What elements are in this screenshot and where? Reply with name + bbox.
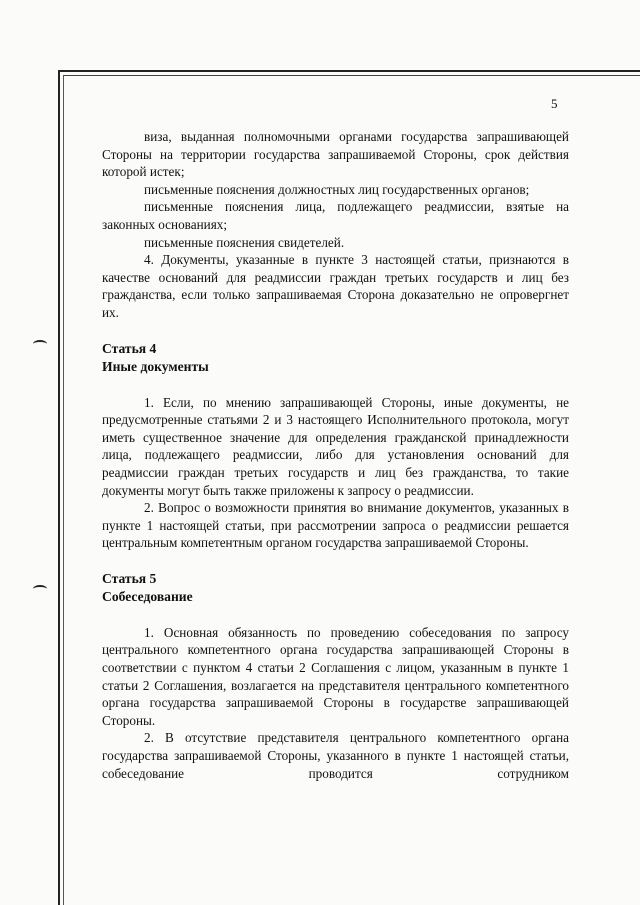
article-title: Статья 5	[102, 570, 157, 586]
list-item: письменные пояснения лица, подлежащего реадмиссии, взятые на законных основаниях;	[102, 199, 569, 232]
paragraph: 1. Если, по мнению запрашивающей Стороны, иные документы, не предусмотренные статьями 2 и 3 настоящего Исполнительного протокола, могут иметь существенное значение для определения гражданской принадлежности лица, подлежащего реадмиссии, либо для установления оснований для реадмиссии граждан третьих государств и лиц без гражданства, то такие документы могут быть также приложены к запросу о реадмиссии.	[102, 394, 569, 498]
document-body	[102, 128, 569, 782]
punch-hole-mark	[33, 340, 47, 348]
article-subtitle: Собеседование	[102, 588, 193, 604]
list-item: виза, выданная полномочными органами государства запрашивающей Стороны на территории государства запрашиваемой Стороны, срок действия которой истек;	[102, 129, 569, 180]
paragraph: 1. Основная обязанность по проведению собеседования по запросу центрального компетентного органа государства запрашивающей Стороны в соответствии с пунктом 4 статьи 2 Соглашения с лицом, указанным в пункте 1 статьи 2 Соглашения, возлагается на представителя центрального компетентного органа государства запрашиваемой Стороны в государстве запрашивающей Стороны.	[102, 624, 569, 728]
page-frame-top-inner	[64, 75, 640, 76]
punch-hole-mark	[33, 585, 47, 593]
page-frame-left-inner	[63, 75, 64, 905]
page-frame-left	[58, 70, 60, 905]
paragraph: 2. В отсутствие представителя центрального компетентного органа государства запрашиваемой Стороны, указанного в пункте 1 настоящей статьи, собеседование проводится сотрудником	[102, 730, 569, 781]
paragraph: 4. Документы, указанные в пункте 3 настоящей статьи, признаются в качестве оснований для реадмиссии граждан третьих государств и лиц без гражданства, если только запрашиваемая Сторона доказательно не опровергнет их.	[102, 252, 569, 320]
paragraph: 2. Вопрос о возможности принятия во внимание документов, указанных в пункте 1 настоящей статьи, при рассмотрении запроса о реадмиссии решается центральным компетентным органом государства запрашиваемой Стороны.	[102, 500, 569, 551]
article-subtitle: Иные документы	[102, 358, 209, 374]
list-item: письменные пояснения свидетелей.	[144, 234, 345, 250]
list-item: письменные пояснения должностных лиц государственных органов;	[144, 181, 530, 197]
page-number: 5	[551, 96, 558, 111]
article-title: Статья 4	[102, 340, 157, 356]
page-frame-top	[60, 70, 640, 72]
